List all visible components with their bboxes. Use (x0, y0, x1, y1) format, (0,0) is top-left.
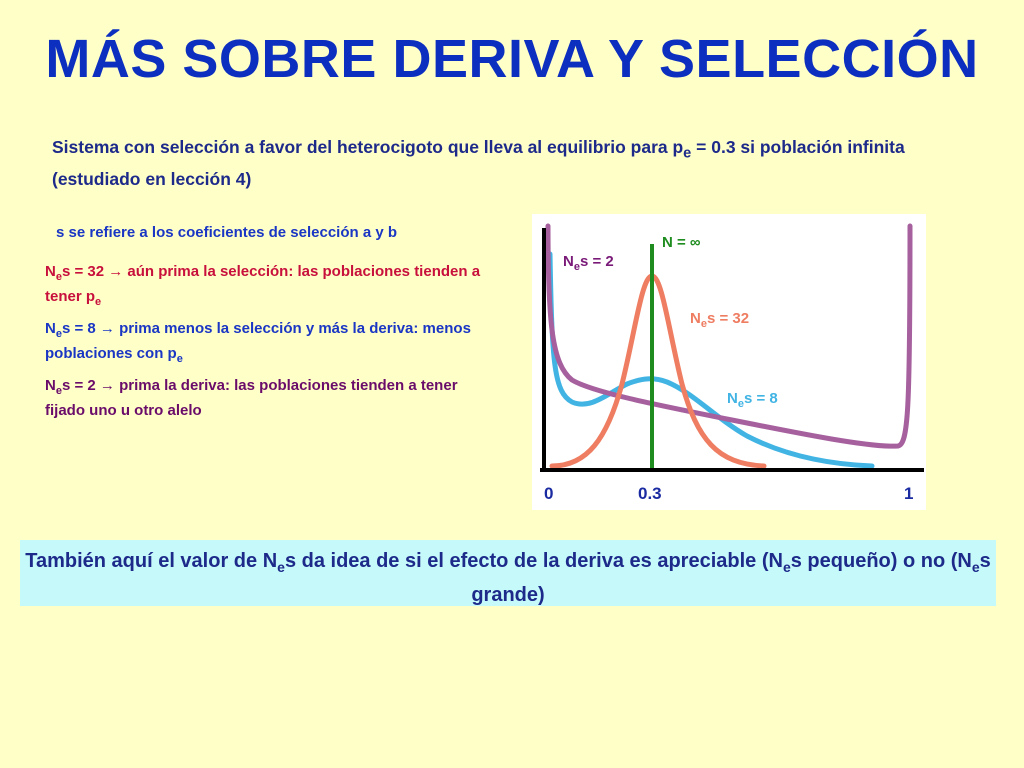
label-nes-32: $N_es = 32$ (690, 310, 750, 330)
conclusion-box: También aquí el valor de $N_es$ da idea de si el efecto de la deriva es apreciable ($N_es$ pequeño) o no ($N_es$ grande) (20, 540, 996, 606)
distribution-diagram (532, 214, 926, 510)
page-title: MÁS SOBRE DERIVA Y SELECCIÓN (45, 29, 979, 89)
selection-note: s se refiere a los coeficientes de selección a y b (56, 224, 398, 241)
case-nes-32: $N_es = 32$ → aún prima la selección: las poblaciones tienden a tener $p_e$ (45, 263, 481, 308)
label-n-infinity: N = ∞ (662, 234, 701, 251)
intro-text: Sistema con selección a favor del heterocigoto que lleva al equilibrio para $p_e = 0.3$ si población infinita (estudiado en lección 4) (52, 137, 905, 189)
case-nes-8: $N_es = 8$ → prima menos la selección y más la deriva: menos poblaciones con $p_e$ (45, 320, 471, 365)
curve-nes-8 (550, 254, 872, 466)
tick-label-0: 0 (544, 484, 554, 503)
tick-label-1: 1 (904, 484, 914, 503)
case-nes-2: $N_es = 2$ → prima la deriva: las poblaciones tienden a tener fijado uno u otro alelo (45, 377, 458, 419)
curve-nes-32 (552, 276, 764, 466)
label-nes-2: $N_es = 2$ (563, 253, 614, 273)
label-nes-8: $N_es = 8$ (727, 390, 778, 410)
tick-label-0-3: 0.3 (638, 484, 662, 503)
